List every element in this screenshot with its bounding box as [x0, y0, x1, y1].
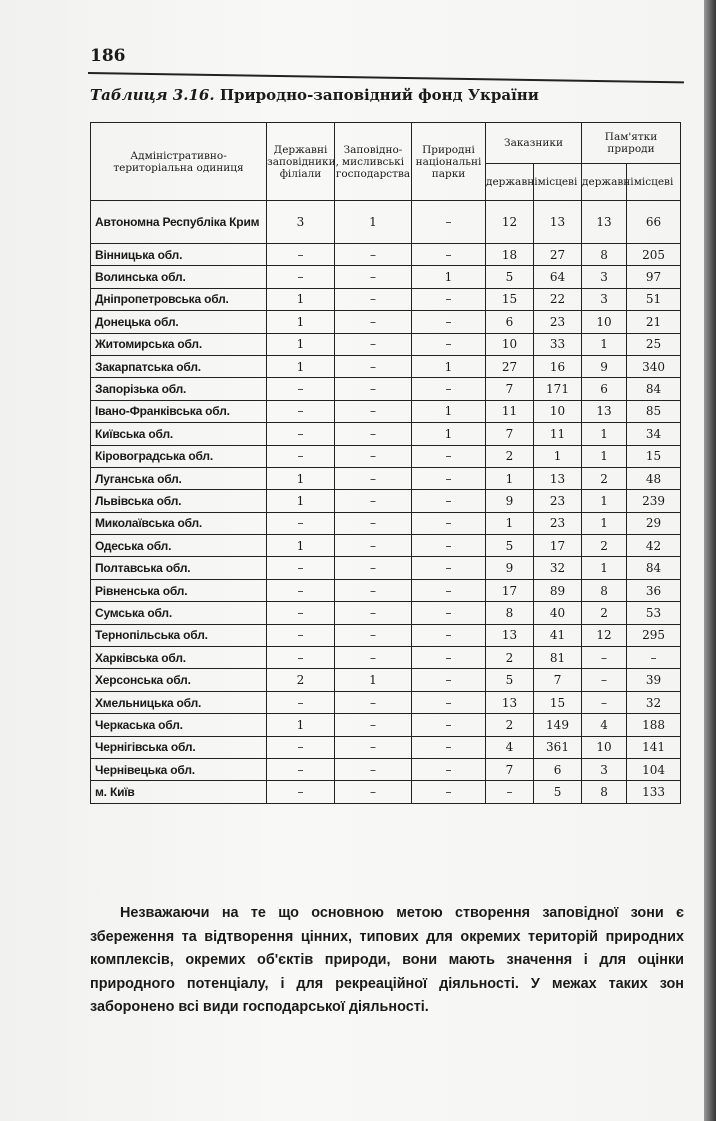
cell-zak-state: 9: [486, 557, 534, 579]
cell-zak-state: 6: [486, 311, 534, 333]
cell-zak-state: 12: [486, 201, 534, 244]
cell-zak-local: 7: [534, 669, 582, 691]
nature-reserve-table: [90, 122, 681, 804]
region-name-cell: Львівська обл.: [91, 490, 267, 512]
region-name-cell: Чернігівська обл.: [91, 736, 267, 758]
region-name-cell: Полтавська обл.: [91, 557, 267, 579]
cell-hunting: –: [335, 602, 412, 624]
cell-hunting: –: [335, 288, 412, 310]
cell-hunting: –: [335, 557, 412, 579]
page-number: 186: [90, 46, 126, 66]
table-row: [91, 490, 681, 512]
cell-zak-local: 64: [534, 266, 582, 288]
cell-zak-local: 22: [534, 288, 582, 310]
cell-parks: –: [412, 669, 486, 691]
cell-zak-state: 2: [486, 647, 534, 669]
cell-zak-local: 89: [534, 579, 582, 601]
cell-mon-local: 42: [627, 535, 681, 557]
cell-zak-local: 15: [534, 691, 582, 713]
cell-mon-local: 85: [627, 400, 681, 422]
header-zakaznyky: Заказники: [486, 123, 582, 164]
table-row: [91, 714, 681, 736]
cell-zak-local: 33: [534, 333, 582, 355]
region-name-cell: Автономна Республіка Крим: [91, 201, 267, 244]
table-row: [91, 669, 681, 691]
table-caption: [90, 86, 539, 104]
cell-hunting: –: [335, 467, 412, 489]
cell-mon-state: 2: [582, 535, 627, 557]
cell-reserves: 1: [267, 467, 335, 489]
cell-hunting: –: [335, 691, 412, 713]
table-row: [91, 378, 681, 400]
cell-mon-local: 104: [627, 758, 681, 780]
cell-parks: –: [412, 311, 486, 333]
table-row: [91, 400, 681, 422]
region-name-cell: Одеська обл.: [91, 535, 267, 557]
cell-hunting: 1: [335, 669, 412, 691]
cell-reserves: –: [267, 445, 335, 467]
table-row: [91, 244, 681, 266]
cell-mon-state: 3: [582, 758, 627, 780]
cell-reserves: –: [267, 557, 335, 579]
table-row: [91, 288, 681, 310]
region-name-cell: Волинська обл.: [91, 266, 267, 288]
cell-mon-local: 84: [627, 378, 681, 400]
cell-mon-local: 53: [627, 602, 681, 624]
table-row: [91, 647, 681, 669]
region-name-cell: Кіровоградська обл.: [91, 445, 267, 467]
cell-hunting: –: [335, 423, 412, 445]
cell-reserves: –: [267, 244, 335, 266]
region-name-cell: Херсонська обл.: [91, 669, 267, 691]
cell-parks: –: [412, 490, 486, 512]
cell-mon-local: 97: [627, 266, 681, 288]
cell-zak-state: 27: [486, 355, 534, 377]
cell-parks: –: [412, 781, 486, 803]
table-row: [91, 758, 681, 780]
cell-mon-local: 66: [627, 201, 681, 244]
cell-parks: –: [412, 512, 486, 534]
cell-mon-local: 25: [627, 333, 681, 355]
cell-reserves: –: [267, 736, 335, 758]
header-parks: Природні національні парки: [412, 123, 486, 201]
cell-reserves: 3: [267, 201, 335, 244]
cell-parks: –: [412, 201, 486, 244]
cell-mon-state: 1: [582, 423, 627, 445]
region-name-cell: Миколаївська обл.: [91, 512, 267, 534]
cell-reserves: 1: [267, 311, 335, 333]
cell-zak-local: 27: [534, 244, 582, 266]
cell-mon-local: 205: [627, 244, 681, 266]
region-name-cell: Хмельницька обл.: [91, 691, 267, 713]
table-row: [91, 423, 681, 445]
cell-mon-state: 8: [582, 579, 627, 601]
region-name-cell: Київська обл.: [91, 423, 267, 445]
cell-parks: –: [412, 758, 486, 780]
cell-zak-state: 1: [486, 512, 534, 534]
region-name-cell: Закарпатська обл.: [91, 355, 267, 377]
table-row: [91, 311, 681, 333]
table-row: [91, 691, 681, 713]
region-name-cell: Вінницька обл.: [91, 244, 267, 266]
cell-mon-local: 29: [627, 512, 681, 534]
cell-zak-state: 9: [486, 490, 534, 512]
table-row: [91, 736, 681, 758]
table-row: [91, 557, 681, 579]
cell-mon-state: 1: [582, 490, 627, 512]
cell-hunting: –: [335, 266, 412, 288]
table-row: [91, 201, 681, 244]
cell-reserves: –: [267, 691, 335, 713]
cell-parks: –: [412, 535, 486, 557]
cell-mon-local: 239: [627, 490, 681, 512]
table-row: [91, 512, 681, 534]
cell-hunting: –: [335, 512, 412, 534]
cell-hunting: –: [335, 647, 412, 669]
cell-mon-local: 295: [627, 624, 681, 646]
cell-mon-state: –: [582, 669, 627, 691]
cell-reserves: 1: [267, 490, 335, 512]
cell-mon-local: 188: [627, 714, 681, 736]
table-row: [91, 624, 681, 646]
cell-mon-local: 51: [627, 288, 681, 310]
cell-reserves: –: [267, 512, 335, 534]
header-mon-local: місцеві: [627, 164, 681, 201]
cell-parks: –: [412, 288, 486, 310]
header-state-reserves: Державні заповідники, філіали: [267, 123, 335, 201]
cell-zak-state: 11: [486, 400, 534, 422]
cell-zak-local: 149: [534, 714, 582, 736]
cell-zak-local: 81: [534, 647, 582, 669]
cell-zak-local: 32: [534, 557, 582, 579]
cell-mon-state: 1: [582, 333, 627, 355]
region-name-cell: Запорізька обл.: [91, 378, 267, 400]
cell-parks: –: [412, 691, 486, 713]
header-zak-local: місцеві: [534, 164, 582, 201]
cell-mon-state: 3: [582, 266, 627, 288]
cell-hunting: –: [335, 624, 412, 646]
cell-hunting: –: [335, 736, 412, 758]
table-body: [91, 201, 681, 804]
cell-parks: –: [412, 467, 486, 489]
cell-reserves: 1: [267, 333, 335, 355]
header-mon-state: державні: [582, 164, 627, 201]
cell-mon-state: –: [582, 647, 627, 669]
cell-zak-state: 7: [486, 758, 534, 780]
cell-hunting: –: [335, 781, 412, 803]
cell-mon-state: 13: [582, 201, 627, 244]
cell-mon-state: –: [582, 691, 627, 713]
cell-parks: –: [412, 736, 486, 758]
page-edge-shadow: [704, 0, 716, 1121]
body-paragraph: Незважаючи на те що основною метою створення заповідної зони є збереження та відтворення цінних, типових для окремих територій природних комплексів, окремих об'єктів природи, вони мають значення і для оцінки природного потенціалу, і для рекреаційної діяльності. У межах таких зон заборонено всі види господарської діяльності.: [90, 905, 684, 1015]
region-name-cell: Івано-Франківська обл.: [91, 400, 267, 422]
cell-reserves: –: [267, 781, 335, 803]
cell-zak-local: 171: [534, 378, 582, 400]
cell-zak-state: 7: [486, 378, 534, 400]
cell-mon-local: 84: [627, 557, 681, 579]
region-name-cell: м. Київ: [91, 781, 267, 803]
cell-zak-state: 8: [486, 602, 534, 624]
cell-zak-local: 13: [534, 201, 582, 244]
table-row: [91, 445, 681, 467]
cell-reserves: –: [267, 624, 335, 646]
cell-reserves: –: [267, 378, 335, 400]
table-caption-label: Таблиця 3.16.: [90, 86, 215, 104]
cell-reserves: –: [267, 579, 335, 601]
cell-parks: –: [412, 445, 486, 467]
cell-hunting: –: [335, 445, 412, 467]
region-name-cell: Луганська обл.: [91, 467, 267, 489]
cell-mon-state: 2: [582, 602, 627, 624]
table-row: [91, 781, 681, 803]
cell-parks: –: [412, 557, 486, 579]
cell-parks: 1: [412, 400, 486, 422]
cell-mon-state: 10: [582, 736, 627, 758]
cell-reserves: –: [267, 266, 335, 288]
cell-parks: –: [412, 244, 486, 266]
cell-mon-state: 1: [582, 512, 627, 534]
cell-mon-state: 3: [582, 288, 627, 310]
cell-hunting: –: [335, 378, 412, 400]
cell-hunting: –: [335, 311, 412, 333]
cell-mon-state: 13: [582, 400, 627, 422]
cell-reserves: –: [267, 423, 335, 445]
cell-reserves: 2: [267, 669, 335, 691]
cell-mon-local: 15: [627, 445, 681, 467]
region-name-cell: Черкаська обл.: [91, 714, 267, 736]
cell-parks: –: [412, 714, 486, 736]
cell-mon-local: 32: [627, 691, 681, 713]
cell-reserves: 1: [267, 355, 335, 377]
region-name-cell: Тернопільська обл.: [91, 624, 267, 646]
header-zak-state: державні: [486, 164, 534, 201]
cell-reserves: –: [267, 602, 335, 624]
cell-zak-state: 10: [486, 333, 534, 355]
cell-mon-state: 8: [582, 781, 627, 803]
cell-zak-local: 23: [534, 490, 582, 512]
cell-parks: –: [412, 624, 486, 646]
cell-zak-state: 15: [486, 288, 534, 310]
cell-zak-local: 11: [534, 423, 582, 445]
cell-hunting: 1: [335, 201, 412, 244]
cell-hunting: –: [335, 333, 412, 355]
cell-zak-state: 2: [486, 445, 534, 467]
header-monuments: Пам'ятки природи: [582, 123, 681, 164]
table-row: [91, 535, 681, 557]
table-row: [91, 467, 681, 489]
table-row: [91, 266, 681, 288]
table-header-row: [91, 123, 681, 164]
cell-parks: –: [412, 333, 486, 355]
cell-parks: 1: [412, 423, 486, 445]
region-name-cell: Дніпропетровська обл.: [91, 288, 267, 310]
cell-zak-local: 40: [534, 602, 582, 624]
cell-mon-local: 34: [627, 423, 681, 445]
cell-zak-local: 17: [534, 535, 582, 557]
cell-mon-state: 10: [582, 311, 627, 333]
cell-zak-local: 5: [534, 781, 582, 803]
cell-zak-local: 23: [534, 512, 582, 534]
cell-zak-local: 13: [534, 467, 582, 489]
cell-mon-state: 2: [582, 467, 627, 489]
cell-mon-local: 21: [627, 311, 681, 333]
cell-hunting: –: [335, 535, 412, 557]
cell-zak-local: 361: [534, 736, 582, 758]
cell-mon-state: 6: [582, 378, 627, 400]
cell-zak-state: 7: [486, 423, 534, 445]
cell-reserves: 1: [267, 714, 335, 736]
cell-parks: –: [412, 378, 486, 400]
region-name-cell: Харківська обл.: [91, 647, 267, 669]
region-name-cell: Сумська обл.: [91, 602, 267, 624]
cell-parks: –: [412, 647, 486, 669]
cell-zak-local: 41: [534, 624, 582, 646]
cell-mon-state: 4: [582, 714, 627, 736]
cell-mon-state: 1: [582, 445, 627, 467]
cell-zak-state: –: [486, 781, 534, 803]
cell-mon-state: 8: [582, 244, 627, 266]
cell-zak-state: 17: [486, 579, 534, 601]
region-name-cell: Донецька обл.: [91, 311, 267, 333]
cell-mon-state: 1: [582, 557, 627, 579]
table-row: [91, 602, 681, 624]
region-name-cell: Рівненська обл.: [91, 579, 267, 601]
cell-hunting: –: [335, 758, 412, 780]
cell-mon-state: 9: [582, 355, 627, 377]
cell-mon-local: 340: [627, 355, 681, 377]
cell-zak-state: 13: [486, 624, 534, 646]
cell-hunting: –: [335, 714, 412, 736]
cell-mon-local: –: [627, 647, 681, 669]
cell-zak-local: 16: [534, 355, 582, 377]
cell-zak-state: 2: [486, 714, 534, 736]
cell-hunting: –: [335, 244, 412, 266]
table-row: [91, 355, 681, 377]
cell-zak-state: 4: [486, 736, 534, 758]
cell-zak-state: 5: [486, 535, 534, 557]
region-name-cell: Житомирська обл.: [91, 333, 267, 355]
cell-reserves: 1: [267, 288, 335, 310]
cell-zak-state: 13: [486, 691, 534, 713]
cell-reserves: –: [267, 758, 335, 780]
cell-hunting: –: [335, 400, 412, 422]
cell-reserves: –: [267, 400, 335, 422]
cell-zak-state: 5: [486, 669, 534, 691]
cell-hunting: –: [335, 579, 412, 601]
cell-mon-state: 12: [582, 624, 627, 646]
header-hunting: Заповідно-мисливські господарства: [335, 123, 412, 201]
cell-zak-local: 10: [534, 400, 582, 422]
cell-mon-local: 133: [627, 781, 681, 803]
cell-hunting: –: [335, 355, 412, 377]
cell-zak-state: 1: [486, 467, 534, 489]
cell-zak-local: 1: [534, 445, 582, 467]
header-unit: Адміністративно-територіальна одиниця: [91, 123, 267, 201]
cell-zak-local: 23: [534, 311, 582, 333]
cell-parks: –: [412, 579, 486, 601]
cell-mon-local: 36: [627, 579, 681, 601]
cell-reserves: 1: [267, 535, 335, 557]
table-row: [91, 333, 681, 355]
cell-parks: 1: [412, 266, 486, 288]
cell-parks: –: [412, 602, 486, 624]
cell-mon-local: 48: [627, 467, 681, 489]
region-name-cell: Чернівецька обл.: [91, 758, 267, 780]
cell-zak-local: 6: [534, 758, 582, 780]
cell-zak-state: 5: [486, 266, 534, 288]
header-rule: [88, 72, 684, 83]
table-caption-title: Природно-заповідний фонд України: [219, 86, 539, 104]
table-row: [91, 579, 681, 601]
cell-hunting: –: [335, 490, 412, 512]
cell-mon-local: 141: [627, 736, 681, 758]
cell-zak-state: 18: [486, 244, 534, 266]
cell-reserves: –: [267, 647, 335, 669]
cell-mon-local: 39: [627, 669, 681, 691]
cell-parks: 1: [412, 355, 486, 377]
